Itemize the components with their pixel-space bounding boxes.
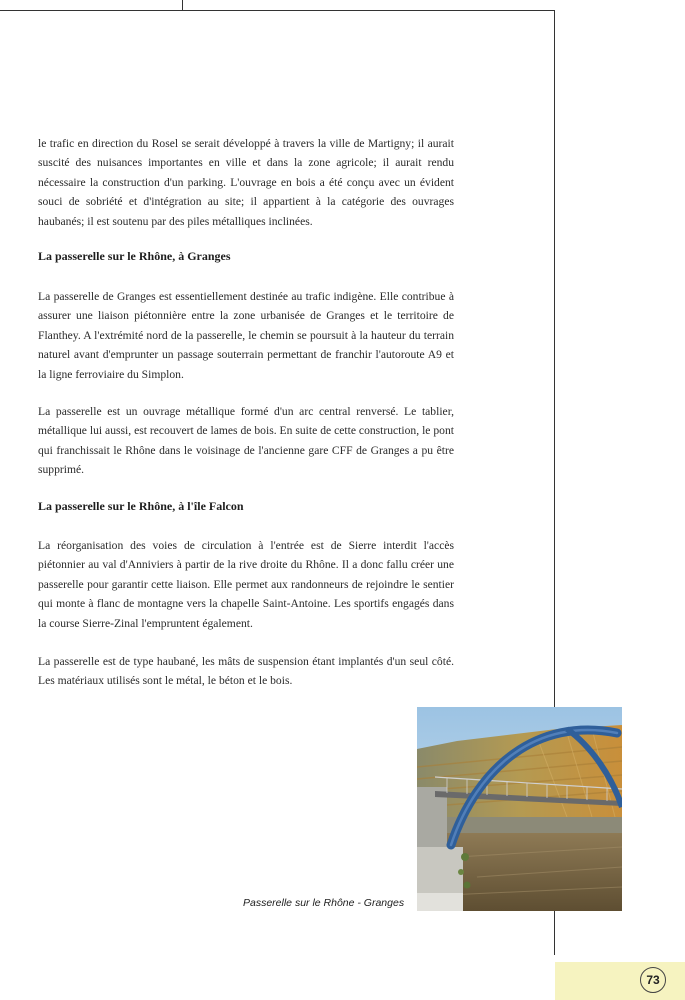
paragraph-haubane: La passerelle est de type haubané, les mâts de suspension étant implantés d'un seul côté. Les matériaux utilisés sont le métal, le béton et le bois. [38, 655, 454, 688]
paragraph-martigny: le trafic en direction du Rosel se serait développé à travers la ville de Martigny; il aurait suscité des nuisances importantes en ville et dans la zone agricole; il aurait rendu nécessaire la construction d'un parking. L'ouvrage en bois a été conçu avec un évident souci de sobriété et d'intégration au site; il appartient à la catégorie des ouvrages haubanés; il est soutenu par des piles métalliques inclinées. [38, 137, 454, 228]
paragraph-granges-structure: La passerelle est un ouvrage métallique formé d'un arc central renversé. Le tablier, métallique lui aussi, est recouvert de lames de bois. En suite de cette construction, le pont qui franchissait le Rhône dans le voisinage de l'ancienne gare CFF de Granges a pu être supprimé. [38, 405, 454, 477]
figure-caption: Passerelle sur le Rhône - Granges [243, 897, 405, 909]
heading-ile-falcon: La passerelle sur le Rhône, à l'île Falcon [38, 499, 244, 513]
paragraph-granges-intro: La passerelle de Granges est essentiellement destinée au trafic indigène. Elle contribue à assurer une liaison piétonnière entre la zone urbanisée de Granges et le territoire de Flanthey. A l'extrémité nord de la passerelle, le chemin se poursuit à la hauteur du terrain naturel avant d'emprunter un passage souterrain permettant de franchir l'autoroute A9 et la ligne ferroviaire du Simplon. [38, 290, 454, 381]
bridge-photo [417, 707, 622, 911]
page-number: 73 [640, 967, 666, 993]
frame-top-line [0, 10, 555, 11]
heading-granges: La passerelle sur le Rhône, à Granges [38, 249, 231, 263]
paragraph-ile-falcon: La réorganisation des voies de circulation à l'entrée est de Sierre interdit l'accès piétonnier au val d'Anniviers à partir de la rive droite du Rhône. Il a donc fallu créer une passerelle pour garantir cette liaison. Elle permet aux randonneurs de rejoindre le sentier qui monte à flanc de montagne vers la chapelle Saint-Antoine. Les sportifs engagés dans la course Sierre-Zinal l'empruntent également. [38, 539, 454, 630]
